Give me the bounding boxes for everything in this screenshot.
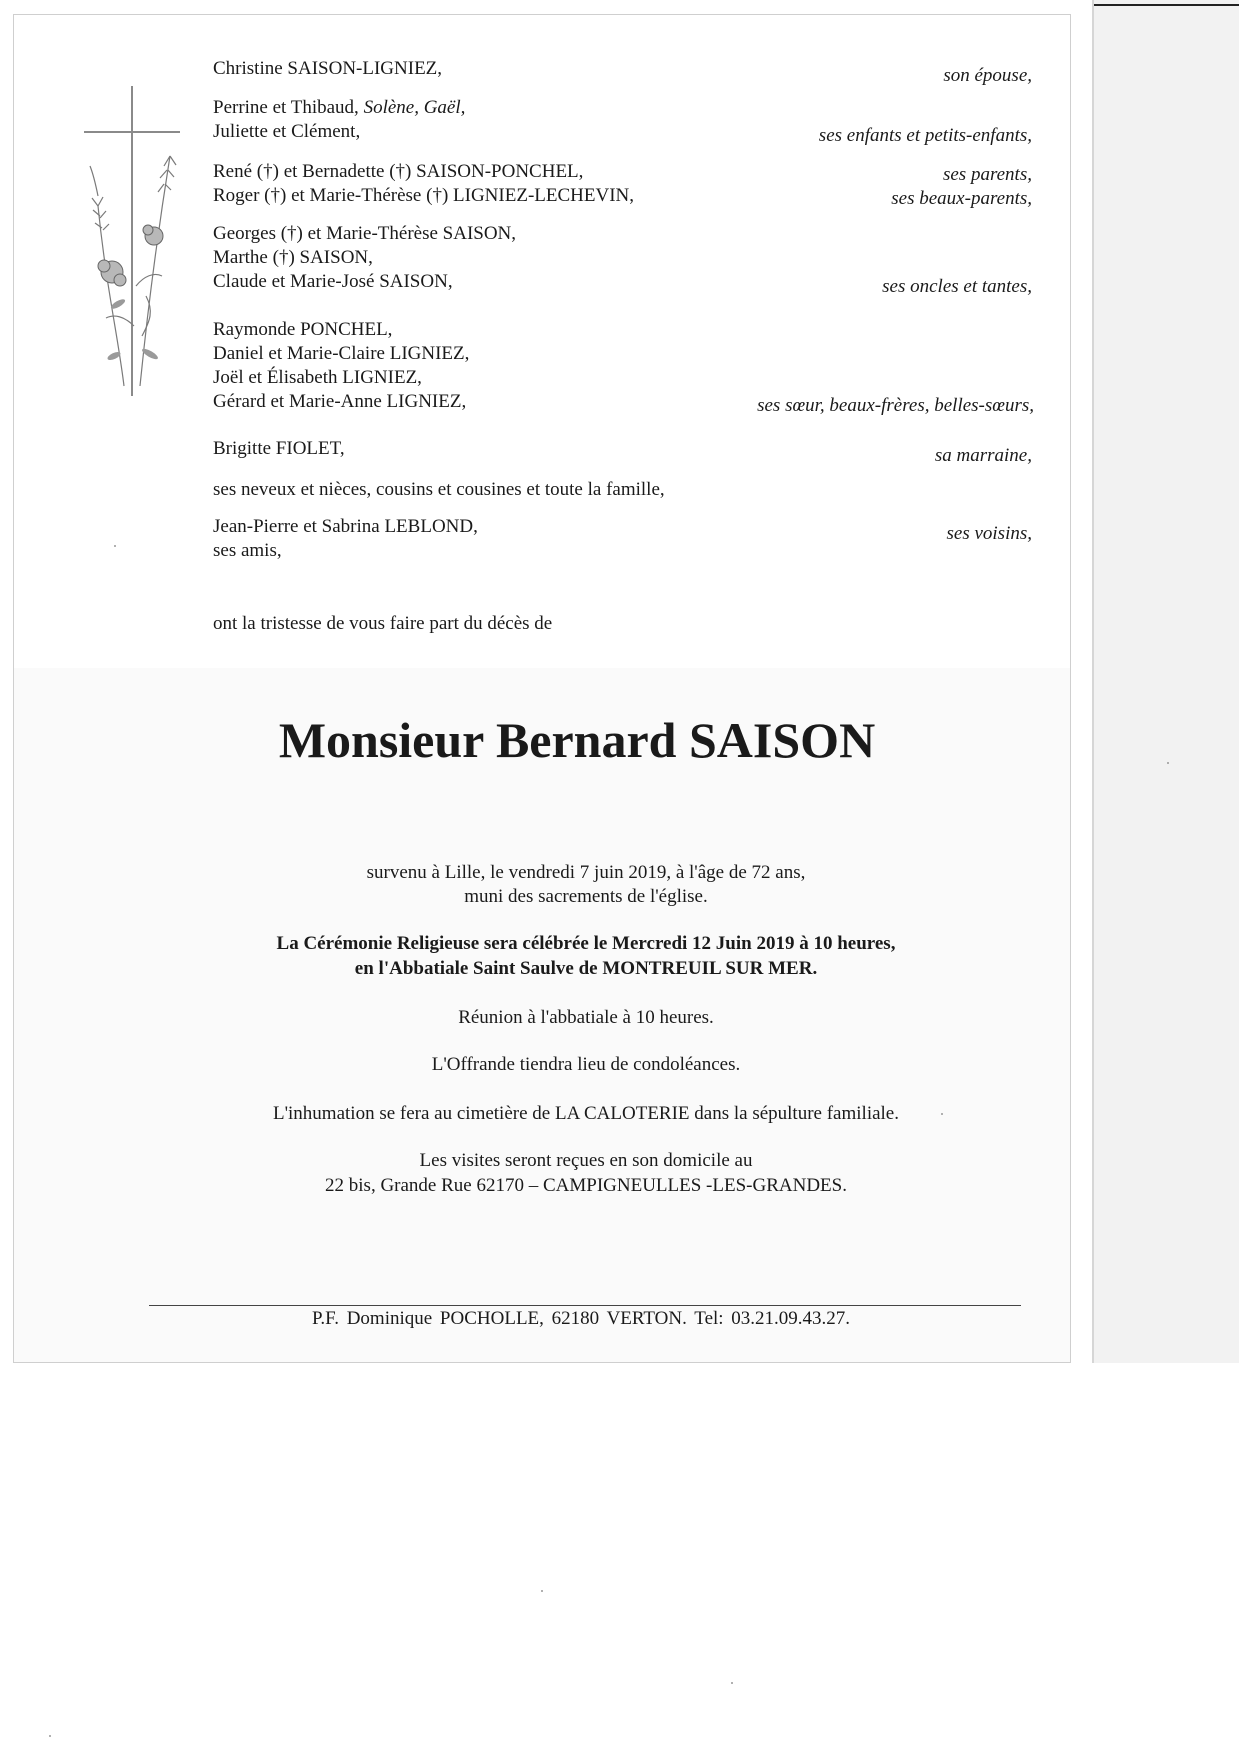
family-names: Claude et Marie-José SAISON, — [213, 271, 453, 292]
family-names: Brigitte FIOLET, — [213, 438, 345, 459]
family-names: Gérard et Marie-Anne LIGNIEZ, — [213, 391, 467, 412]
family-relation: ses sœur, beaux-frères, belles-sœurs, — [757, 395, 1034, 416]
reunion-line: Réunion à l'abbatiale à 10 heures. — [458, 1007, 714, 1028]
family-names: Jean-Pierre et Sabrina LEBLOND, — [213, 516, 478, 537]
funeral-home-footer: P.F. Dominique POCHOLLE, 62180 VERTON. Tel: 03.21.09.43.27. — [311, 1308, 851, 1329]
family-names: Daniel et Marie-Claire LIGNIEZ, — [213, 343, 470, 364]
details-line: survenu à Lille, le vendredi 7 juin 2019, à l'âge de 72 ans, — [366, 862, 806, 883]
family-relation: ses voisins, — [946, 523, 1032, 544]
family-names: Christine SAISON-LIGNIEZ, — [213, 58, 443, 79]
family-relation: son épouse, — [943, 65, 1032, 86]
family-relation: ses beaux-parents, — [891, 188, 1032, 209]
family-names: Georges (†) et Marie-Thérèse SAISON, — [213, 223, 517, 244]
scan-speck — [1167, 762, 1169, 764]
family-relation: sa marraine, — [934, 445, 1032, 466]
visits-line: 22 bis, Grande Rue 62170 – CAMPIGNEULLES -LES-GRANDES. — [325, 1175, 847, 1196]
family-names: Marthe (†) SAISON, — [213, 247, 373, 268]
scan-speck — [49, 1735, 51, 1737]
burial-line: L'inhumation se fera au cimetière de LA CALOTERIE dans la sépulture familiale. — [273, 1103, 899, 1124]
details-line: muni des sacrements de l'église. — [464, 886, 708, 907]
family-relation: ses oncles et tantes, — [882, 276, 1032, 297]
scan-top-line — [1094, 4, 1239, 6]
ceremony-line: La Cérémonie Religieuse sera célébrée le Mercredi 12 Juin 2019 à 10 heures, — [276, 933, 896, 954]
ceremony-line: en l'Abbatiale Saint Saulve de MONTREUIL SUR MER. — [354, 958, 818, 979]
scan-speck — [114, 545, 116, 547]
family-names: ses neveux et nièces, cousins et cousines et toute la famille, — [213, 479, 665, 500]
visits-line: Les visites seront reçues en son domicile au — [419, 1150, 753, 1171]
family-relation: ses enfants et petits-enfants, — [818, 125, 1032, 146]
grandchildren-names: Solène, Gaël, — [363, 97, 466, 118]
scan-speck — [941, 1113, 943, 1115]
announcement-text: ont la tristesse de vous faire part du décès de — [213, 613, 553, 634]
family-names: Raymonde PONCHEL, — [213, 319, 393, 340]
family-names: Juliette et Clément, — [213, 121, 361, 142]
family-names: ses amis, — [213, 540, 282, 561]
offering-line: L'Offrande tiendra lieu de condoléances. — [431, 1054, 741, 1075]
scan-speck — [541, 1590, 543, 1592]
deceased-name: Monsieur Bernard SAISON — [278, 712, 876, 768]
scan-speck — [731, 1682, 733, 1684]
family-relation: ses parents, — [942, 164, 1032, 185]
family-names: Joël et Élisabeth LIGNIEZ, — [213, 367, 422, 388]
family-names: René (†) et Bernadette (†) SAISON-PONCHEL, — [213, 161, 584, 182]
cross-with-wheat-and-flower-icon — [84, 86, 184, 396]
family-names: Roger (†) et Marie-Thérèse (†) LIGNIEZ-LECHEVIN, — [213, 185, 634, 206]
family-names: Perrine et Thibaud, Solène, Gaël, — [213, 97, 466, 118]
